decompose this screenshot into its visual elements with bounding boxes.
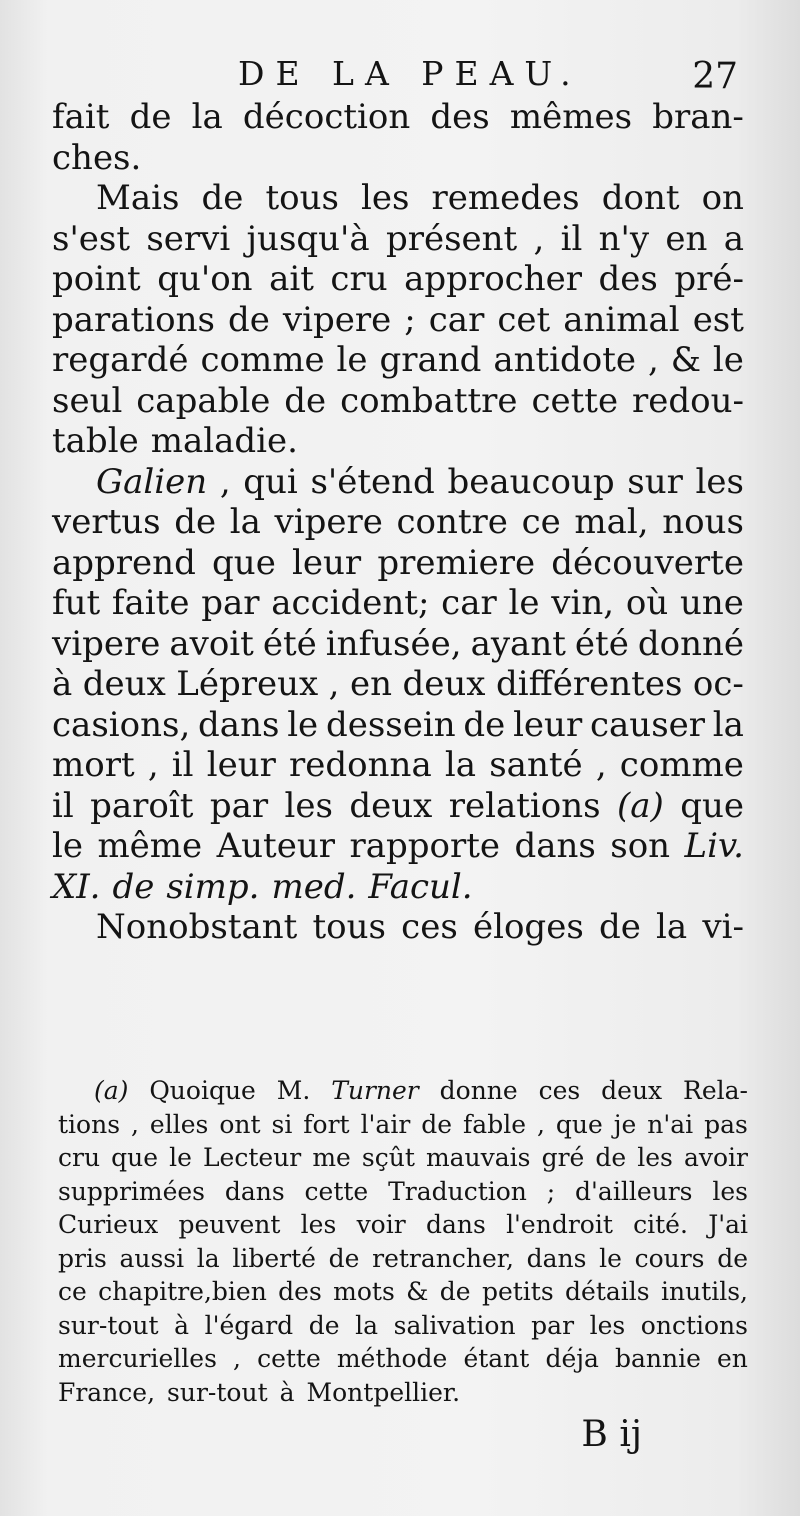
word: sur-tout <box>58 1310 159 1340</box>
word: point <box>52 259 141 299</box>
word: sçût <box>361 1143 415 1172</box>
word: M. <box>276 1076 311 1105</box>
word: dans <box>198 704 280 745</box>
word: des <box>278 1277 322 1306</box>
word: dessein <box>325 704 456 745</box>
word: à <box>52 664 73 704</box>
word: Facul. <box>368 866 473 907</box>
word: Liv. <box>684 826 744 866</box>
word: ches. <box>52 137 142 178</box>
word: deux <box>601 1076 663 1105</box>
footnote <box>58 1074 748 1409</box>
word: le <box>52 826 83 866</box>
word: regardé <box>52 340 189 380</box>
word: été <box>574 623 629 664</box>
word: de <box>227 299 270 340</box>
word: (a) <box>94 1076 129 1105</box>
text-line <box>52 138 744 179</box>
word: cru <box>58 1143 101 1172</box>
footnote-line <box>58 1141 748 1175</box>
word: en <box>665 218 708 259</box>
word: vipere <box>282 299 392 340</box>
word: décoction <box>242 97 411 137</box>
word: bannie <box>615 1344 701 1373</box>
word: leur <box>206 745 276 785</box>
word: faite <box>111 583 190 623</box>
word: avoit <box>169 623 254 664</box>
word: Quoique <box>149 1076 256 1105</box>
word: la <box>444 745 477 785</box>
word: combattre <box>340 380 518 421</box>
word: de <box>308 1310 340 1340</box>
word: présent <box>385 218 518 259</box>
word: (a) <box>616 785 664 826</box>
signature-mark: B ij <box>581 1414 642 1455</box>
word: de <box>439 1277 471 1306</box>
word: deux <box>349 785 433 826</box>
word: fable <box>463 1109 526 1139</box>
word: chapitre,bien <box>98 1277 267 1306</box>
word: ces <box>538 1076 581 1105</box>
word: donné <box>637 623 744 664</box>
word: J'ai <box>708 1210 748 1239</box>
word: car <box>441 583 497 623</box>
word: ait <box>269 259 314 299</box>
text-line <box>52 745 744 786</box>
word: ce <box>58 1277 87 1306</box>
word: s'étend <box>310 461 435 502</box>
word: mauvais <box>425 1143 531 1172</box>
word: remedes <box>431 178 580 218</box>
word: que <box>111 1143 159 1172</box>
word: déja <box>545 1344 599 1373</box>
word: été <box>262 623 317 664</box>
word: aussi <box>119 1243 185 1273</box>
word: ; <box>404 299 416 340</box>
text-line <box>52 583 744 624</box>
word: la <box>712 704 744 745</box>
word: tous <box>312 907 386 947</box>
word: les <box>695 461 744 502</box>
word: mal, <box>574 502 649 542</box>
word: relations <box>448 785 601 826</box>
word: voir <box>356 1210 406 1239</box>
word: pas <box>704 1109 748 1139</box>
word: ayant <box>470 623 566 664</box>
text-line <box>52 867 744 908</box>
word: vin, <box>551 583 615 623</box>
running-title: DE LA PEAU. <box>238 54 582 93</box>
word: l'égard <box>204 1310 294 1340</box>
word: les <box>637 1143 673 1172</box>
word: deux <box>402 664 486 704</box>
word: maladie. <box>150 421 298 461</box>
text-line <box>52 300 744 341</box>
word: sur-tout <box>167 1377 268 1407</box>
text-line <box>52 421 744 462</box>
word: capable <box>136 380 271 421</box>
word: elles <box>149 1109 209 1139</box>
word: la <box>196 1243 220 1273</box>
word: même <box>97 826 203 866</box>
word: Mais <box>96 178 180 218</box>
word: à <box>174 1310 190 1340</box>
word: les <box>284 785 333 826</box>
word: dans <box>526 1243 587 1273</box>
word: supprimées <box>58 1176 206 1206</box>
word: santé <box>489 745 583 785</box>
word: leur <box>292 542 362 583</box>
word: de <box>129 97 172 137</box>
word: par <box>531 1310 575 1340</box>
word: est <box>692 299 744 340</box>
word: en <box>717 1344 748 1373</box>
word: il <box>560 218 583 259</box>
footnote-line <box>58 1208 748 1242</box>
word: simp. <box>166 866 260 907</box>
word: premiere <box>377 542 536 583</box>
word: comme <box>619 745 744 785</box>
word: il <box>52 785 74 826</box>
word: , <box>219 461 231 502</box>
word: si <box>271 1109 293 1139</box>
word: , <box>647 340 659 380</box>
word: car <box>428 299 485 340</box>
word: beaucoup <box>447 461 615 502</box>
word: vipere <box>52 623 161 664</box>
word: mêmes <box>509 97 633 137</box>
word: fut <box>52 583 101 623</box>
word: contre <box>396 502 508 542</box>
word: l'air <box>360 1109 411 1139</box>
word: paroît <box>90 785 194 826</box>
word: Auteur <box>216 826 335 866</box>
word: méthode <box>336 1344 448 1373</box>
word: de <box>421 1109 453 1139</box>
word: nous <box>662 502 744 542</box>
word: cité. <box>633 1210 688 1239</box>
text-line <box>52 462 744 503</box>
word: en <box>349 664 393 704</box>
word: n'ai <box>647 1109 694 1139</box>
word: les <box>712 1176 748 1206</box>
word: approcher <box>404 259 582 299</box>
word: le <box>287 704 319 745</box>
word: la <box>656 907 688 947</box>
word: les <box>300 1210 337 1239</box>
word: de <box>717 1243 748 1273</box>
word: que <box>680 785 744 826</box>
page-number: 27 <box>692 56 738 97</box>
word: , <box>595 745 607 785</box>
word: a <box>723 218 744 259</box>
word: cru <box>330 259 388 299</box>
word: s'est <box>52 218 131 259</box>
word: le <box>599 1243 622 1273</box>
word: redonna <box>289 745 432 785</box>
word: l'endroit <box>506 1210 613 1239</box>
word: fort <box>303 1109 350 1139</box>
text-line <box>52 340 744 381</box>
word: animal <box>563 299 680 340</box>
word: ces <box>401 907 458 947</box>
word: vertus <box>52 502 161 542</box>
text-line <box>52 381 744 422</box>
word: les <box>361 178 410 218</box>
word: causer <box>589 704 706 745</box>
word: dans <box>514 826 596 866</box>
word: cet <box>497 299 551 340</box>
word: qui <box>243 461 298 502</box>
word: Turner <box>331 1076 419 1105</box>
word: ; <box>546 1176 556 1206</box>
word: bran- <box>652 97 744 137</box>
footnote-line <box>58 1074 748 1108</box>
word: mort <box>52 745 135 785</box>
word: , <box>328 664 340 704</box>
text-line <box>52 259 744 300</box>
word: , <box>533 218 545 259</box>
word: il <box>171 745 194 785</box>
word: apprend <box>52 542 196 583</box>
text-line <box>52 543 744 584</box>
word: tions <box>58 1109 121 1139</box>
body-text <box>52 97 744 948</box>
word: que <box>555 1109 603 1139</box>
text-line <box>52 705 744 746</box>
word: , <box>147 745 159 785</box>
word: Lecteur <box>202 1143 302 1172</box>
word: Traduction <box>388 1176 527 1206</box>
word: deux <box>82 664 166 704</box>
word: Montpellier. <box>306 1377 461 1407</box>
word: casions, <box>52 704 191 745</box>
word: de <box>598 907 641 947</box>
word: fait <box>52 97 110 137</box>
word: que <box>212 542 276 583</box>
word: cette <box>257 1344 321 1373</box>
word: gré <box>541 1143 585 1172</box>
word: mercurielles <box>58 1344 217 1373</box>
text-line <box>52 178 744 219</box>
footnote-line <box>58 1108 748 1142</box>
word: Curieux <box>58 1210 159 1239</box>
word: avoir <box>683 1143 748 1172</box>
word: tous <box>265 178 339 218</box>
text-line <box>52 826 744 867</box>
word: par <box>201 583 260 623</box>
word: la <box>355 1310 379 1340</box>
page-header <box>0 52 800 102</box>
word: de <box>174 502 217 542</box>
footnote-line <box>58 1376 748 1410</box>
word: vi- <box>702 907 744 947</box>
text-line <box>52 907 744 948</box>
footnote-line <box>58 1309 748 1343</box>
word: table <box>52 421 139 461</box>
word: mots <box>333 1277 395 1306</box>
word: XI. <box>52 866 101 907</box>
word: à <box>279 1377 295 1407</box>
text-line <box>52 624 744 665</box>
word: vipere <box>274 502 383 542</box>
word: de <box>284 380 327 421</box>
word: antidote <box>493 340 637 380</box>
word: cette <box>531 380 619 421</box>
word: accident; <box>271 583 430 623</box>
word: Galien <box>96 461 208 502</box>
word: différentes <box>495 664 683 704</box>
word: ce <box>521 502 561 542</box>
word: dont <box>601 178 680 218</box>
word: salivation <box>393 1310 516 1340</box>
word: peuvent <box>178 1210 281 1239</box>
word: qu'on <box>157 259 253 299</box>
text-line <box>52 502 744 543</box>
text-line <box>52 219 744 260</box>
word: pris <box>58 1243 107 1273</box>
text-line <box>52 97 744 138</box>
word: je <box>613 1109 637 1139</box>
word: on <box>701 178 744 218</box>
footnote-line <box>58 1242 748 1276</box>
word: rapporte <box>349 826 500 866</box>
word: par <box>209 785 269 826</box>
word: donne <box>439 1076 518 1105</box>
word: des <box>430 97 490 137</box>
word: de <box>328 1243 360 1273</box>
word: détails <box>565 1277 650 1306</box>
word: découverte <box>551 542 744 583</box>
word: , <box>233 1344 241 1373</box>
word: jusqu'à <box>246 218 370 259</box>
word: onctions <box>640 1310 748 1340</box>
word: petits <box>481 1277 554 1306</box>
word: redou- <box>632 380 744 421</box>
word: de <box>112 866 155 907</box>
footnote-line <box>58 1342 748 1376</box>
word: d'ailleurs <box>575 1176 693 1206</box>
word: France, <box>58 1377 156 1407</box>
word: & <box>670 340 701 380</box>
word: inutils, <box>660 1277 748 1306</box>
word: retrancher, <box>372 1243 514 1273</box>
word: & <box>406 1277 429 1306</box>
word: le <box>169 1143 192 1172</box>
text-line <box>52 786 744 827</box>
footnote-line <box>58 1275 748 1309</box>
word: infusée, <box>325 623 462 664</box>
word: de <box>463 704 506 745</box>
word: me <box>312 1143 351 1172</box>
word: sur <box>627 461 683 502</box>
word: les <box>589 1310 626 1340</box>
word: parations <box>52 299 215 340</box>
word: une <box>679 583 744 623</box>
word: de <box>201 178 244 218</box>
word: pré- <box>674 259 744 299</box>
word: cours <box>634 1243 705 1273</box>
word: des <box>598 259 658 299</box>
word: le <box>336 340 368 380</box>
word: med. <box>271 866 357 907</box>
word: servi <box>146 218 231 259</box>
word: la <box>191 97 223 137</box>
word: grand <box>379 340 482 380</box>
word: la <box>229 502 261 542</box>
word: ont <box>219 1109 261 1139</box>
word: où <box>625 583 669 623</box>
word: seul <box>52 380 123 421</box>
word: cette <box>304 1176 369 1206</box>
word: dans <box>425 1210 486 1239</box>
word: dans <box>224 1176 285 1206</box>
word: comme <box>200 340 325 380</box>
word: n'y <box>598 218 650 259</box>
word: étant <box>463 1344 530 1373</box>
word: de <box>595 1143 627 1172</box>
word: Rela- <box>683 1076 748 1105</box>
word: leur <box>513 704 583 745</box>
word: Lépreux <box>176 664 319 704</box>
footnote-line <box>58 1175 748 1209</box>
word: son <box>610 826 671 866</box>
word: le <box>712 340 744 380</box>
word: , <box>131 1109 139 1139</box>
word: Nonobstant <box>96 907 298 947</box>
word: liberté <box>232 1243 316 1273</box>
word: éloges <box>472 907 584 947</box>
text-line <box>52 664 744 705</box>
word: , <box>536 1109 545 1139</box>
word: oc- <box>692 664 744 704</box>
word: le <box>508 583 540 623</box>
